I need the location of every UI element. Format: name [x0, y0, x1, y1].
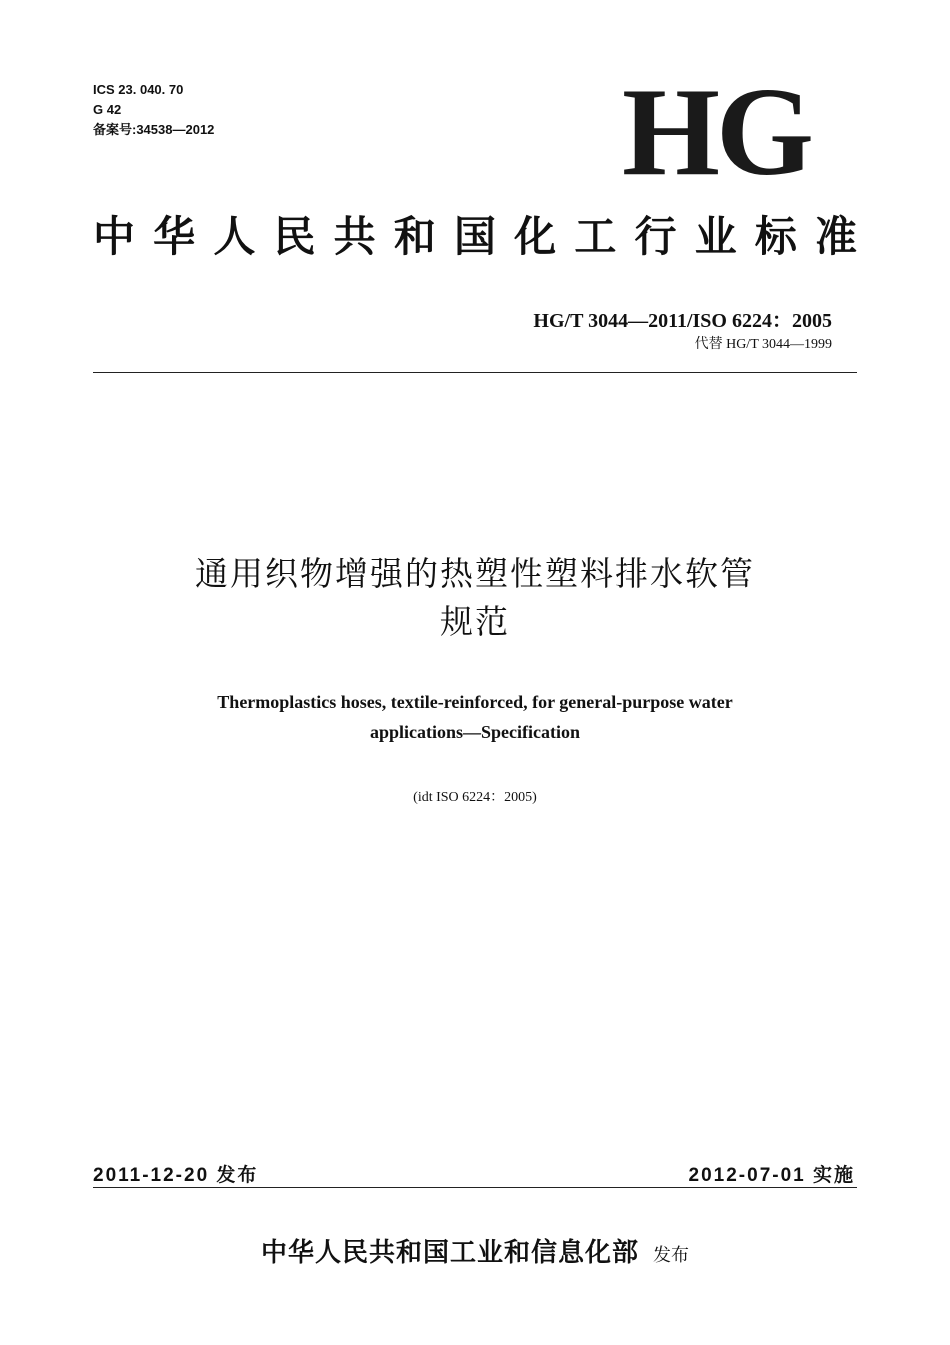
header-divider: [93, 372, 857, 373]
record-number: 备案号:34538—2012: [93, 122, 215, 137]
ccs-code: G 42: [93, 102, 122, 117]
document-title-en: [0, 687, 950, 747]
classification-block: [93, 80, 214, 140]
hg-logo: HG: [621, 63, 810, 202]
title-zh-line1: 通用织物增强的热塑性塑料排水软管: [195, 554, 755, 593]
publisher-line: [0, 1232, 950, 1269]
standard-code: HG/T 3044—2011/ISO 6224：2005: [533, 310, 832, 332]
identical-standard: (idt ISO 6224：2005): [413, 790, 537, 805]
title-en-line2: applications—Specification: [369, 722, 580, 742]
publisher-action: 发布: [653, 1245, 689, 1266]
ics-code: ICS 23. 040. 70: [93, 82, 184, 97]
industry-standard-title: 中华人民共和国化工行业标准: [93, 212, 858, 261]
title-en-line1: Thermoplastics hoses, textile-reinforced, for general-purpose water: [217, 692, 733, 712]
publisher-org: 中华人民共和国工业和信息化部: [260, 1238, 639, 1268]
replaces-standard: 代替 HG/T 3044—1999: [694, 337, 832, 352]
title-zh-line2: 规范: [440, 602, 510, 641]
issue-date: 2011-12-20 发布: [93, 1165, 259, 1186]
document-title-zh: [0, 550, 950, 646]
footer-divider: [93, 1187, 857, 1188]
implementation-date: 2012-07-01 实施: [688, 1165, 855, 1186]
